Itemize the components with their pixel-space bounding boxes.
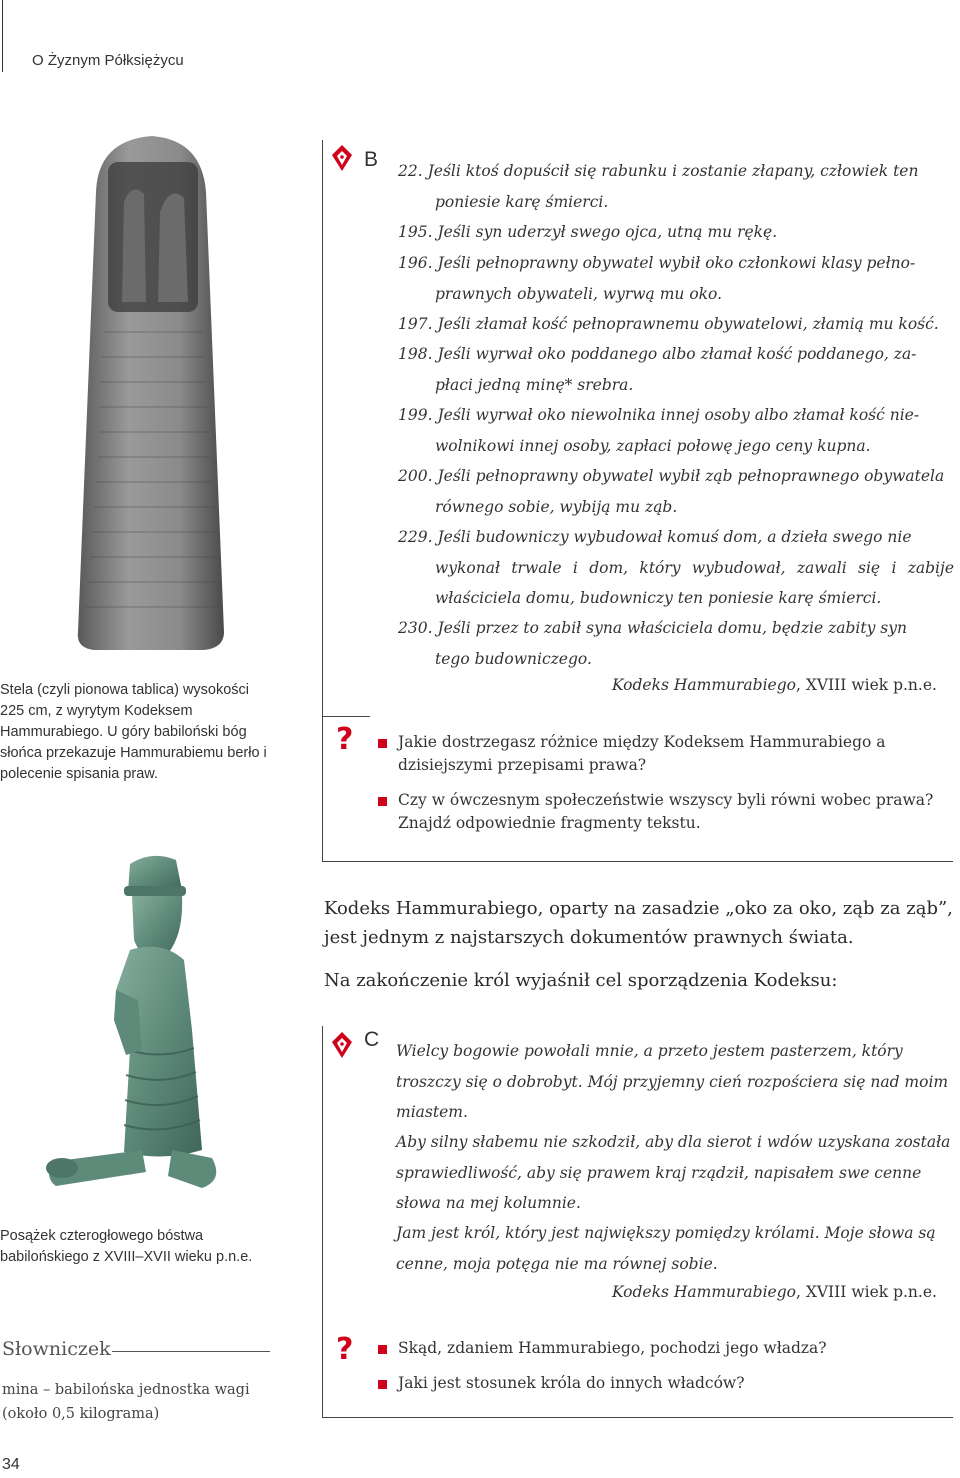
source-c-frame-bottom: [322, 1417, 953, 1418]
question-mark-icon: ?: [336, 1332, 354, 1367]
law-text: Jeśli przez to zabił syna właściciela domu, będzie zabity syn: [437, 619, 907, 637]
law-paragraph: [398, 461, 954, 522]
source-b-letter: B: [364, 148, 379, 171]
law-paragraph: [398, 217, 954, 248]
law-number: 199.: [398, 406, 433, 424]
law-number: 230.: [398, 619, 433, 637]
fountain-pen-icon: [328, 143, 356, 173]
question-text: Czy w ówczesnym społeczeństwie wszyscy byli równi wobec prawa? Znajdź odpowiednie fragmenty tekstu.: [398, 791, 934, 832]
source-c-paragraph: Wielcy bogowie powołali mnie, a przeto jestem pasterzem, który troszczy się o dobrobyt. Mój przyjemny cień rozpościera się nad moim miastem.: [396, 1042, 949, 1121]
square-bullet-icon: [378, 1345, 387, 1354]
law-paragraph: [398, 522, 954, 614]
citation-title: Kodeks Hammurabiego: [612, 676, 796, 694]
glossary-entry: mina – babilońska jednostka wagi (około 0,5 kilograma): [2, 1382, 250, 1422]
glossary-rule: [112, 1351, 270, 1352]
law-text: Jeśli ktoś dopuścił się rabunku i zostanie złapany, człowiek ten: [427, 162, 919, 180]
page-header-title: O Żyznym Półksiężycu: [32, 52, 184, 69]
question-text: Jakie dostrzegasz różnice między Kodeksem Hammurabiego a dzisiejszymi przepisami prawa?: [398, 733, 886, 774]
square-bullet-icon: [378, 739, 387, 748]
law-text: Jeśli syn uderzył swego ojca, utną mu rękę.: [437, 223, 778, 241]
question-separator: [322, 716, 370, 717]
statue-image: [42, 850, 278, 1216]
source-b-citation: [612, 676, 937, 694]
law-text: Jeśli wyrwał oko niewolnika innej osoby albo złamał kość nie-: [437, 406, 920, 424]
question-text: Skąd, zdaniem Hammurabiego, pochodzi jego władza?: [398, 1339, 827, 1357]
law-text: Jeśli pełnoprawny obywatel wybił ząb pełnoprawnego obywatela: [437, 467, 945, 485]
glossary-title: Słowniczek: [2, 1338, 111, 1360]
law-number: 22.: [398, 162, 423, 180]
law-text-continuation: tego budowniczego.: [435, 649, 592, 668]
citation-date: , XVIII wiek p.n.e.: [795, 676, 937, 694]
source-c-citation: [612, 1283, 937, 1301]
law-number: 197.: [398, 315, 433, 333]
law-paragraph: [398, 156, 954, 217]
page-number: 34: [2, 1456, 20, 1473]
statue-caption: Posążek czterogłowego bóstwa babilońskiego z XVIII–XVII wieku p.n.e.: [0, 1228, 253, 1265]
law-number: 229.: [398, 528, 433, 546]
source-c-frame-left: [322, 1026, 323, 1418]
law-text-continuation: poniesie karę śmierci.: [435, 192, 609, 211]
law-number: 196.: [398, 254, 433, 272]
source-c-paragraph: Jam jest król, który jest największy pomiędzy królami. Moje słowa są cenne, moja potęga nie ma równej sobie.: [396, 1224, 936, 1273]
question-text: Jaki jest stosunek króla do innych władców?: [398, 1374, 745, 1392]
law-text: Jeśli wyrwał oko poddanego albo złamał kość poddanego, za-: [437, 345, 917, 363]
square-bullet-icon: [378, 797, 387, 806]
law-number: 200.: [398, 467, 433, 485]
transition-paragraph: Na zakończenie król wyjaśnił cel sporządzenia Kodeksu:: [324, 970, 838, 991]
law-text: Jeśli złamał kość pełnoprawnemu obywatelowi, złamią mu kość.: [437, 315, 939, 333]
intro-paragraph: Kodeks Hammurabiego, oparty na zasadzie „oko za oko, ząb za ząb”, jest jednym z najstarszych dokumentów prawnych świata.: [324, 898, 953, 948]
source-c-paragraph: Aby silny słabemu nie szkodził, aby dla sierot i wdów uzyskana została sprawiedliwość, aby się prawem kraj rządził, napisałem swe cenne słowa na mej kolumnie.: [396, 1133, 951, 1212]
law-number: 198.: [398, 345, 433, 363]
law-paragraph: [398, 309, 954, 340]
law-text-continuation: płaci jedną minę* srebra.: [435, 375, 634, 394]
law-paragraph: [398, 400, 954, 461]
source-c-letter: C: [364, 1028, 380, 1051]
citation-title: Kodeks Hammurabiego: [612, 1283, 796, 1301]
law-text-continuation: wolnikowi innej osoby, zapłaci połowę jego ceny kupna.: [435, 436, 871, 455]
source-b-frame-bottom: [322, 861, 953, 862]
header-rule: [2, 0, 3, 72]
stela-image: [74, 132, 226, 652]
law-text: Jeśli budowniczy wybudował komuś dom, a dzieła swego nie: [437, 528, 912, 546]
question-mark-icon: ?: [336, 722, 354, 757]
law-paragraph: [398, 339, 954, 400]
law-number: 195.: [398, 223, 433, 241]
source-b-frame-left: [322, 140, 323, 862]
law-paragraph: [398, 613, 954, 674]
law-text-continuation: równego sobie, wybiją mu ząb.: [435, 497, 678, 516]
fountain-pen-icon: [328, 1030, 356, 1060]
square-bullet-icon: [378, 1380, 387, 1389]
law-text: Jeśli pełnoprawny obywatel wybił oko członkowi klasy pełno-: [437, 254, 916, 272]
law-text-continuation: wykonał trwale i dom, który wybudował, zawali się i zabije właściciela domu, budowniczy ten poniesie karę śmierci.: [435, 558, 954, 607]
law-text-continuation: prawnych obywateli, wyrwą mu oko.: [435, 284, 723, 303]
stela-caption: Stela (czyli pionowa tablica) wysokości 225 cm, z wyrytym Kodeksem Hammurabiego. U góry babiloński bóg słońca przekazuje Hammurabiemu berło i polecenie spisania praw.: [0, 682, 267, 782]
citation-date: , XVIII wiek p.n.e.: [795, 1283, 937, 1301]
law-paragraph: [398, 248, 954, 309]
